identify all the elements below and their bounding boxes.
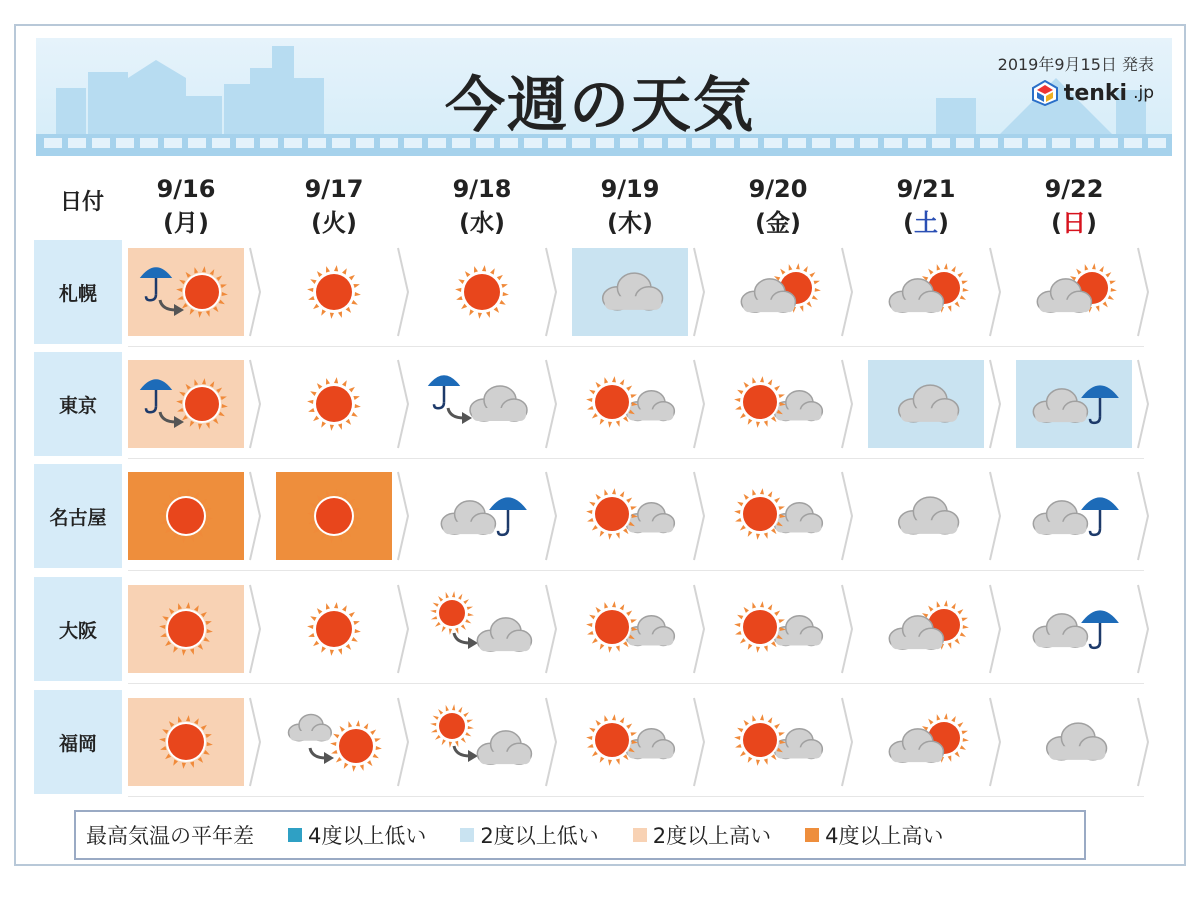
forecast-cell-cloud-and-sun-icon	[868, 585, 984, 673]
forecast-cell-sun-and-cloud-icon	[572, 360, 688, 448]
forecast-cell-sun-icon	[276, 248, 392, 336]
sun-icon	[430, 704, 474, 748]
forecast-cell-rain-then-cloud-icon	[424, 360, 540, 448]
day-header	[126, 172, 246, 240]
umbrella-icon	[428, 375, 460, 408]
forecast-cell-sun-icon	[128, 472, 244, 560]
sun-icon	[307, 489, 361, 543]
day-header	[1014, 172, 1134, 240]
cell-separator-chevron	[248, 246, 262, 338]
cell-separator-chevron	[396, 358, 410, 450]
page-title: 今週の天気	[445, 71, 755, 141]
day-header	[718, 172, 838, 240]
day-weekday: (火)	[311, 209, 357, 237]
sun-icon	[734, 714, 786, 766]
legend-label: 4度以上高い	[825, 824, 944, 848]
cloud-icon	[289, 715, 332, 741]
legend-swatch	[633, 828, 647, 842]
cloud-icon	[603, 273, 663, 310]
logo-suffix: .jp	[1133, 83, 1154, 103]
sun-icon	[586, 714, 638, 766]
forecast-cell-sun-and-cloud-icon	[720, 472, 836, 560]
legend-swatch	[805, 828, 819, 842]
cell-separator-chevron	[544, 358, 558, 450]
cell-separator-chevron	[248, 583, 262, 675]
cell-separator-chevron	[544, 470, 558, 562]
forecast-cell-sun-icon	[276, 472, 392, 560]
cloud-icon	[899, 385, 959, 422]
sun-icon	[586, 601, 638, 653]
sun-icon	[307, 377, 361, 431]
forecast-cell-cloud-icon	[1016, 698, 1132, 786]
forecast-cell-cloud-icon	[868, 360, 984, 448]
legend-item-low2	[460, 820, 598, 850]
published-date: 2019年9月15日 発表	[997, 55, 1154, 74]
forecast-cell-cloud-then-sun-icon	[276, 698, 392, 786]
forecast-cell-rain-then-sun-icon	[128, 248, 244, 336]
day-date: 9/19	[600, 175, 660, 203]
sun-icon	[159, 489, 213, 543]
sun-icon	[307, 602, 361, 656]
cloud-icon	[1047, 723, 1107, 760]
cell-separator-chevron	[692, 470, 706, 562]
row-divider	[128, 346, 1144, 347]
forecast-cell-cloud-and-rain-icon	[1016, 472, 1132, 560]
cell-separator-chevron	[248, 696, 262, 788]
cell-separator-chevron	[988, 246, 1002, 338]
day-weekday: (木)	[607, 209, 653, 237]
forecast-cell-sun-icon	[276, 360, 392, 448]
city-label: 東京	[34, 352, 122, 456]
tenki-logo	[1032, 80, 1154, 106]
transition-arrow-icon	[160, 412, 184, 428]
day-weekday: (金)	[755, 209, 801, 237]
cell-separator-chevron	[396, 696, 410, 788]
sun-icon	[586, 376, 638, 428]
cell-separator-chevron	[988, 696, 1002, 788]
cell-separator-chevron	[840, 696, 854, 788]
day-weekday: (日)	[1051, 209, 1097, 237]
cloud-icon	[1033, 614, 1087, 647]
umbrella-icon	[489, 497, 527, 535]
legend-title: 最高気温の平年差	[86, 824, 254, 848]
transition-arrow-icon	[160, 300, 184, 316]
cell-separator-chevron	[840, 583, 854, 675]
day-date: 9/20	[748, 175, 808, 203]
forecast-cell-sun-then-cloud-icon	[424, 585, 540, 673]
cloud-icon	[470, 386, 527, 421]
cell-separator-chevron	[248, 358, 262, 450]
cell-separator-chevron	[692, 246, 706, 338]
cell-separator-chevron	[692, 696, 706, 788]
city-label: 福岡	[34, 690, 122, 794]
umbrella-icon	[1081, 497, 1119, 535]
cell-separator-chevron	[544, 583, 558, 675]
transition-arrow-icon	[448, 408, 472, 424]
transition-arrow-icon	[454, 746, 478, 762]
date-column-label: 日付	[59, 190, 104, 215]
day-weekday: (土)	[903, 209, 949, 237]
sun-icon	[330, 720, 382, 772]
umbrella-icon	[140, 379, 172, 412]
day-header	[570, 172, 690, 240]
cloud-icon	[477, 618, 531, 651]
forecast-cell-sun-then-cloud-icon	[424, 698, 540, 786]
forecast-cell-sun-icon	[128, 698, 244, 786]
legend-item-low4	[288, 820, 426, 850]
forecast-cell-sun-and-cloud-icon	[572, 472, 688, 560]
cell-separator-chevron	[248, 470, 262, 562]
temperature-legend	[74, 810, 1086, 860]
legend-swatch	[288, 828, 302, 842]
cell-separator-chevron	[1136, 358, 1150, 450]
cell-separator-chevron	[1136, 470, 1150, 562]
cloud-icon	[1033, 501, 1087, 534]
forecast-cell-sun-and-cloud-icon	[720, 585, 836, 673]
cell-separator-chevron	[988, 358, 1002, 450]
cell-separator-chevron	[1136, 246, 1150, 338]
cell-separator-chevron	[544, 246, 558, 338]
sun-icon	[430, 591, 474, 635]
cloud-icon	[441, 501, 495, 534]
forecast-cell-sun-icon	[128, 585, 244, 673]
cloud-icon	[477, 731, 531, 764]
cell-separator-chevron	[840, 470, 854, 562]
day-date: 9/21	[896, 175, 956, 203]
logo-text: tenki	[1063, 80, 1128, 106]
cell-separator-chevron	[544, 696, 558, 788]
city-label: 大阪	[34, 577, 122, 681]
day-header	[274, 172, 394, 240]
cell-separator-chevron	[396, 470, 410, 562]
cell-separator-chevron	[840, 246, 854, 338]
forecast-cell-cloud-and-rain-icon	[1016, 360, 1132, 448]
sun-icon	[307, 265, 361, 319]
cell-separator-chevron	[840, 358, 854, 450]
cell-separator-chevron	[1136, 696, 1150, 788]
day-header	[422, 172, 542, 240]
day-header	[866, 172, 986, 240]
forecast-cell-cloud-and-rain-icon	[424, 472, 540, 560]
city-label: 札幌	[34, 240, 122, 344]
cell-separator-chevron	[692, 358, 706, 450]
legend-label: 4度以上低い	[308, 824, 427, 848]
sun-icon	[176, 378, 228, 430]
cloud-icon	[899, 497, 959, 534]
sun-icon	[586, 488, 638, 540]
sun-icon	[734, 376, 786, 428]
umbrella-icon	[140, 267, 172, 300]
legend-item-high4	[805, 820, 943, 850]
cell-separator-chevron	[988, 470, 1002, 562]
sun-icon	[455, 265, 509, 319]
city-label: 名古屋	[34, 464, 122, 568]
sun-icon	[734, 488, 786, 540]
cell-separator-chevron	[692, 583, 706, 675]
row-divider	[128, 458, 1144, 459]
cell-separator-chevron	[988, 583, 1002, 675]
legend-label: 2度以上低い	[480, 824, 599, 848]
forecast-cell-cloud-and-sun-icon	[868, 248, 984, 336]
row-divider	[128, 796, 1144, 797]
day-date: 9/17	[304, 175, 364, 203]
forecast-cell-sun-and-cloud-icon	[572, 698, 688, 786]
cell-separator-chevron	[1136, 583, 1150, 675]
forecast-cell-cloud-and-sun-icon	[868, 698, 984, 786]
forecast-cell-sun-and-cloud-icon	[720, 698, 836, 786]
forecast-cell-sun-and-cloud-icon	[572, 585, 688, 673]
forecast-cell-sun-icon	[424, 248, 540, 336]
forecast-cell-cloud-icon	[868, 472, 984, 560]
day-weekday: (月)	[163, 209, 209, 237]
sun-icon	[159, 715, 213, 769]
sun-icon	[176, 266, 228, 318]
umbrella-icon	[1081, 385, 1119, 423]
day-weekday: (水)	[459, 209, 505, 237]
forecast-cell-sun-icon	[276, 585, 392, 673]
legend-item-high2	[633, 820, 771, 850]
forecast-cell-cloud-and-sun-icon	[1016, 248, 1132, 336]
forecast-cell-cloud-icon	[572, 248, 688, 336]
forecast-cell-cloud-and-rain-icon	[1016, 585, 1132, 673]
day-date: 9/18	[452, 175, 512, 203]
cloud-icon	[1033, 389, 1087, 422]
legend-label: 2度以上高い	[652, 824, 772, 848]
forecast-cell-cloud-and-sun-icon	[720, 248, 836, 336]
tenki-logo-icon	[1032, 80, 1058, 106]
transition-arrow-icon	[310, 748, 334, 764]
forecast-cell-rain-then-sun-icon	[128, 360, 244, 448]
transition-arrow-icon	[454, 633, 478, 649]
sun-icon	[159, 602, 213, 656]
cell-separator-chevron	[396, 246, 410, 338]
legend-swatch	[460, 828, 474, 842]
row-divider	[128, 570, 1144, 571]
row-divider	[128, 683, 1144, 684]
umbrella-icon	[1081, 610, 1119, 648]
day-date: 9/22	[1044, 175, 1104, 203]
forecast-cell-sun-and-cloud-icon	[720, 360, 836, 448]
sun-icon	[734, 601, 786, 653]
cell-separator-chevron	[396, 583, 410, 675]
day-date: 9/16	[156, 175, 216, 203]
